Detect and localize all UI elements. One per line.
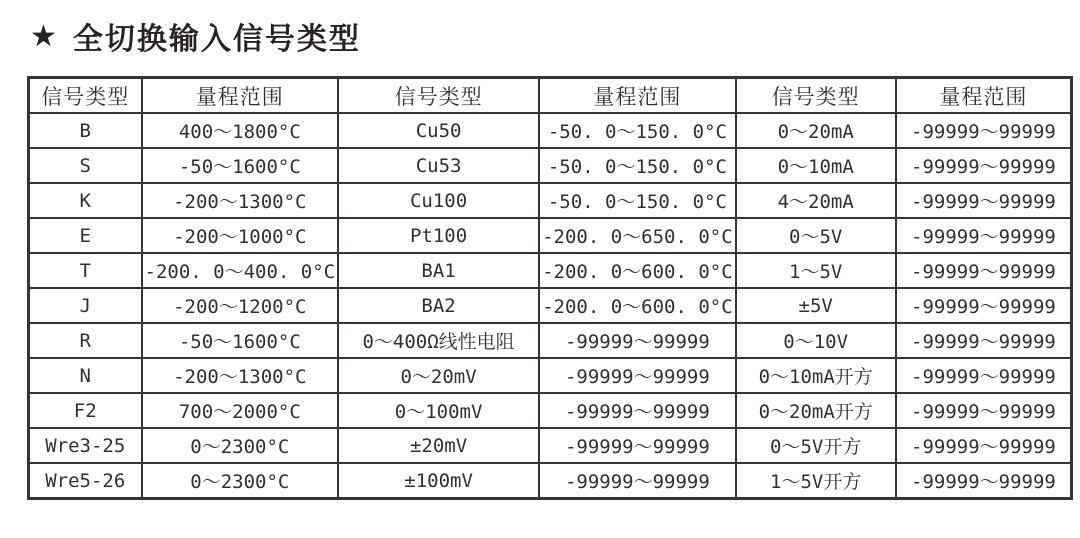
cell-range: -50. 0～150. 0°C	[539, 113, 736, 148]
header-cell-range-2: 量程范围	[539, 78, 736, 114]
cell-range: -200. 0～650. 0°C	[539, 218, 736, 253]
cell-range: -99999～99999	[539, 428, 736, 463]
cell-range: -200～1300°C	[142, 358, 339, 393]
cell-range: -50～1600°C	[142, 148, 339, 183]
cell-signal-type: 0～400Ω线性电阻	[338, 323, 539, 358]
cell-range: -99999～99999	[539, 463, 736, 499]
cell-range: 0～2300°C	[142, 463, 339, 499]
cell-range: -99999～99999	[896, 463, 1072, 499]
table-row	[29, 288, 1072, 323]
cell-signal-type: T	[29, 253, 142, 288]
cell-range: -99999～99999	[896, 183, 1072, 218]
table-row	[29, 253, 1072, 288]
cell-range: -99999～99999	[896, 358, 1072, 393]
cell-signal-type: Cu53	[338, 148, 539, 183]
cell-signal-type: B	[29, 113, 142, 148]
cell-range: -99999～99999	[896, 323, 1072, 358]
cell-range: -99999～99999	[539, 323, 736, 358]
page-title	[30, 14, 361, 58]
cell-signal-type: ±100mV	[338, 463, 539, 499]
cell-signal-type: J	[29, 288, 142, 323]
cell-signal-type: 1～5V开方	[736, 463, 896, 499]
table-row	[29, 218, 1072, 253]
header-cell-range-3: 量程范围	[896, 78, 1072, 114]
cell-signal-type: BA1	[338, 253, 539, 288]
star-icon: ★	[30, 18, 57, 54]
signal-type-table	[27, 76, 1073, 500]
cell-signal-type: K	[29, 183, 142, 218]
cell-range: -200～1000°C	[142, 218, 339, 253]
cell-range: -99999～99999	[896, 393, 1072, 428]
cell-signal-type: 0～10mA开方	[736, 358, 896, 393]
cell-signal-type: 0～100mV	[338, 393, 539, 428]
cell-signal-type: 0～20mV	[338, 358, 539, 393]
cell-signal-type: 0～20mA	[736, 113, 896, 148]
cell-signal-type: 0～5V	[736, 218, 896, 253]
cell-signal-type: 4～20mA	[736, 183, 896, 218]
table-row	[29, 393, 1072, 428]
cell-range: -50. 0～150. 0°C	[539, 183, 736, 218]
table-row	[29, 113, 1072, 148]
cell-signal-type: R	[29, 323, 142, 358]
cell-signal-type: 0～10mA	[736, 148, 896, 183]
cell-signal-type: 0～10V	[736, 323, 896, 358]
cell-range: 400～1800°C	[142, 113, 339, 148]
cell-signal-type: Wre5-26	[29, 463, 142, 499]
header-cell-range-1: 量程范围	[142, 78, 339, 114]
cell-range: -99999～99999	[539, 393, 736, 428]
cell-range: -200. 0～400. 0°C	[142, 253, 339, 288]
cell-range: -99999～99999	[896, 148, 1072, 183]
cell-signal-type: BA2	[338, 288, 539, 323]
cell-range: -50. 0～150. 0°C	[539, 148, 736, 183]
cell-signal-type: F2	[29, 393, 142, 428]
page-title-text: 全切换输入信号类型	[72, 22, 361, 57]
cell-signal-type: ±20mV	[338, 428, 539, 463]
cell-range: -99999～99999	[539, 358, 736, 393]
table-row	[29, 183, 1072, 218]
cell-range: -200. 0～600. 0°C	[539, 253, 736, 288]
header-cell-signal-type-3: 信号类型	[736, 78, 896, 114]
table-row	[29, 463, 1072, 499]
cell-range: -200. 0～600. 0°C	[539, 288, 736, 323]
cell-range: -99999～99999	[896, 428, 1072, 463]
cell-range: -50～1600°C	[142, 323, 339, 358]
cell-signal-type: Cu50	[338, 113, 539, 148]
table-row	[29, 148, 1072, 183]
table-row	[29, 428, 1072, 463]
cell-signal-type: Pt100	[338, 218, 539, 253]
cell-range: 700～2000°C	[142, 393, 339, 428]
cell-signal-type: Cu100	[338, 183, 539, 218]
cell-range: -99999～99999	[896, 253, 1072, 288]
cell-signal-type: ±5V	[736, 288, 896, 323]
cell-signal-type: S	[29, 148, 142, 183]
table-header-row	[29, 78, 1072, 114]
cell-range: -200～1300°C	[142, 183, 339, 218]
cell-range: -200～1200°C	[142, 288, 339, 323]
cell-signal-type: E	[29, 218, 142, 253]
cell-signal-type: Wre3-25	[29, 428, 142, 463]
cell-range: -99999～99999	[896, 113, 1072, 148]
cell-range: 0～2300°C	[142, 428, 339, 463]
header-cell-signal-type-2: 信号类型	[338, 78, 539, 114]
cell-range: -99999～99999	[896, 218, 1072, 253]
table-row	[29, 323, 1072, 358]
header-cell-signal-type-1: 信号类型	[29, 78, 142, 114]
cell-range: -99999～99999	[896, 288, 1072, 323]
cell-signal-type: 0～20mA开方	[736, 393, 896, 428]
cell-signal-type: 1～5V	[736, 253, 896, 288]
table-row	[29, 358, 1072, 393]
cell-signal-type: N	[29, 358, 142, 393]
cell-signal-type: 0～5V开方	[736, 428, 896, 463]
